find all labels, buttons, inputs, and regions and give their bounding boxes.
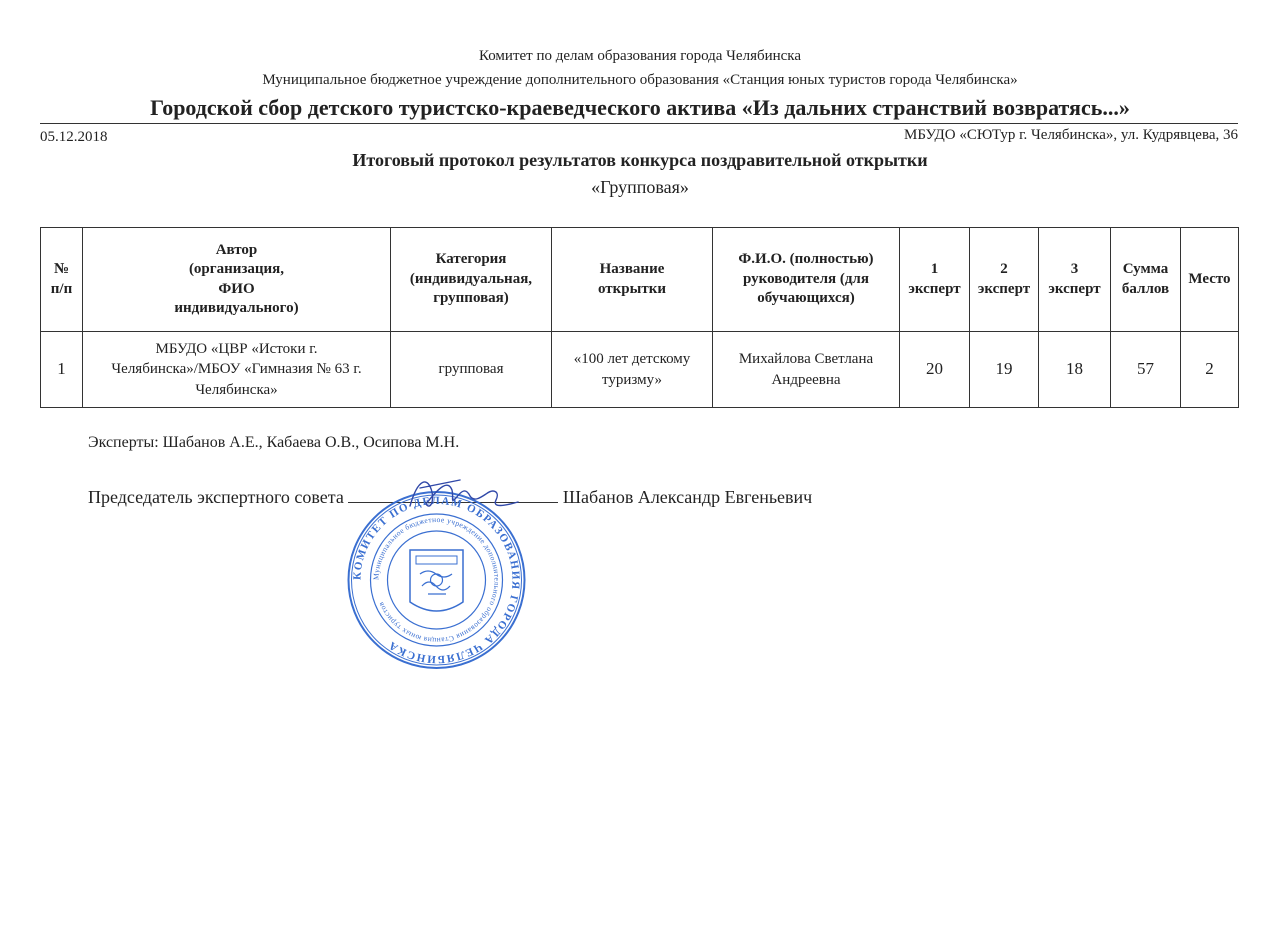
stamp-outer-text: КОМИТЕТ ПО ДЕЛАМ ОБРАЗОВАНИЯ ГОРОДА ЧЕЛЯБИНСКА bbox=[351, 494, 522, 666]
header-expert-2: 2 эксперт bbox=[970, 228, 1039, 332]
header-card-name: Название открытки bbox=[552, 228, 713, 332]
header-rule bbox=[40, 123, 1238, 124]
table-header-row bbox=[41, 228, 1239, 332]
protocol-title: Итоговый протокол результатов конкурса поздравительной открытки bbox=[352, 150, 928, 170]
cell-expert-3: 18 bbox=[1039, 332, 1111, 408]
header-sum: Сумма баллов bbox=[1111, 228, 1181, 332]
cell-sum: 57 bbox=[1111, 332, 1181, 408]
header-leader: Ф.И.О. (полностью) руководителя (для обучающихся) bbox=[713, 228, 900, 332]
header-expert-3: 3 эксперт bbox=[1039, 228, 1111, 332]
experts-list: Эксперты: Шабанов А.Е., Кабаева О.В., Осипова М.Н. bbox=[88, 434, 460, 451]
cell-category: групповая bbox=[391, 332, 552, 408]
cell-card-name: «100 лет детскому туризму» bbox=[552, 332, 713, 408]
svg-text:Муниципальное бюджетное учрежд bbox=[371, 515, 501, 645]
cell-expert-2: 19 bbox=[970, 332, 1039, 408]
cell-leader: Михайлова Светлана Андреевна bbox=[713, 332, 900, 408]
protocol-subtitle: «Групповая» bbox=[591, 177, 689, 197]
org-line-1: Комитет по делам образования города Челябинска bbox=[478, 48, 802, 64]
organization-address: МБУДО «СЮТур г. Челябинска», ул. Кудрявцева, 36 bbox=[904, 127, 1238, 143]
results-table bbox=[40, 227, 1239, 408]
cell-place: 2 bbox=[1181, 332, 1239, 408]
header-place: Место bbox=[1181, 228, 1239, 332]
event-title: Городской сбор детского туристско-краеведческого актива «Из дальних странствий возвратясь...» bbox=[150, 95, 1130, 120]
header-num: № п/п bbox=[41, 228, 83, 332]
document-date: 05.12.2018 bbox=[40, 129, 108, 145]
chair-name: Шабанов Александр Евгеньевич bbox=[562, 487, 813, 507]
chair-label: Председатель экспертного совета bbox=[88, 487, 344, 507]
header-author: Автор (организация, ФИО индивидуального) bbox=[83, 228, 391, 332]
stamp-inner-text: Муниципальное бюджетное учреждение дополнительного образования Станция юных туристов bbox=[371, 514, 502, 646]
cell-num: 1 bbox=[41, 332, 83, 408]
header-expert-1: 1 эксперт bbox=[900, 228, 970, 332]
cell-author: МБУДО «ЦВР «Истоки г. Челябинска»/МБОУ «Гимназия № 63 г. Челябинска» bbox=[83, 332, 391, 408]
cell-expert-1: 20 bbox=[900, 332, 970, 408]
header-category: Категория (индивидуальная, групповая) bbox=[391, 228, 552, 332]
org-line-2: Муниципальное бюджетное учреждение дополнительного образования «Станция юных туристов города Челябинска» bbox=[262, 72, 1018, 88]
table-row bbox=[41, 332, 1239, 408]
handwritten-signature bbox=[400, 468, 530, 518]
